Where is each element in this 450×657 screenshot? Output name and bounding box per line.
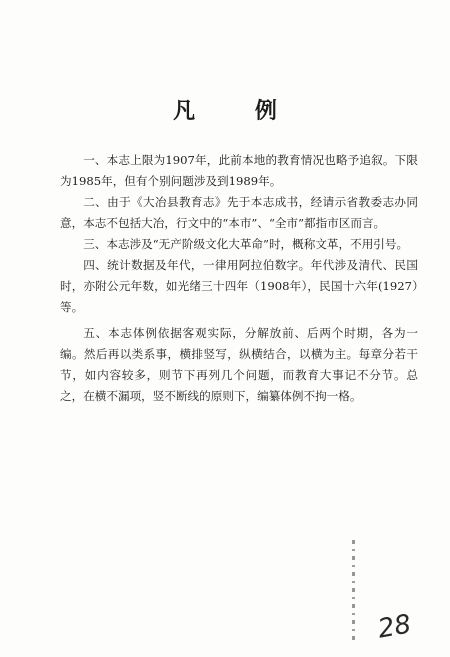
body-text [60, 150, 418, 407]
paragraph-4: 四、统计数据及年代，一律用阿拉伯数字。年代涉及清代、民国时，亦附公元年数，如光绪三十四年（1908年），民国十六年(1927）等。 [60, 258, 418, 314]
page-number: 28 [375, 609, 414, 645]
scan-artifact [352, 540, 355, 645]
paragraph-1: 一、本志上限为1907年，此前本地的教育情况也略予追叙。下限为1985年，但有个别问题涉及到1989年。 [60, 153, 418, 188]
paragraph-2: 二、由于《大冶县教育志》先于本志成书，经请示省教委志办同意，本志不包括大冶，行文中的“本市”、“全市”都指市区而言。 [60, 195, 418, 230]
paragraph-3: 三、本志涉及“无产阶级文化大革命”时，概称文革，不用引号。 [83, 237, 409, 251]
page-title: 凡 例 [173, 98, 303, 124]
paragraph-5: 五、本志体例依据客观实际，分解放前、后两个时期，各为一编。然后再以类系事，横排竖写，纵横结合，以横为主。每章分若干节，如内容较多，则节下再列几个问题，而教育大事记不分节。总之，在横不漏项，竖不断线的原则下，编纂体例不拘一格。 [60, 326, 418, 403]
